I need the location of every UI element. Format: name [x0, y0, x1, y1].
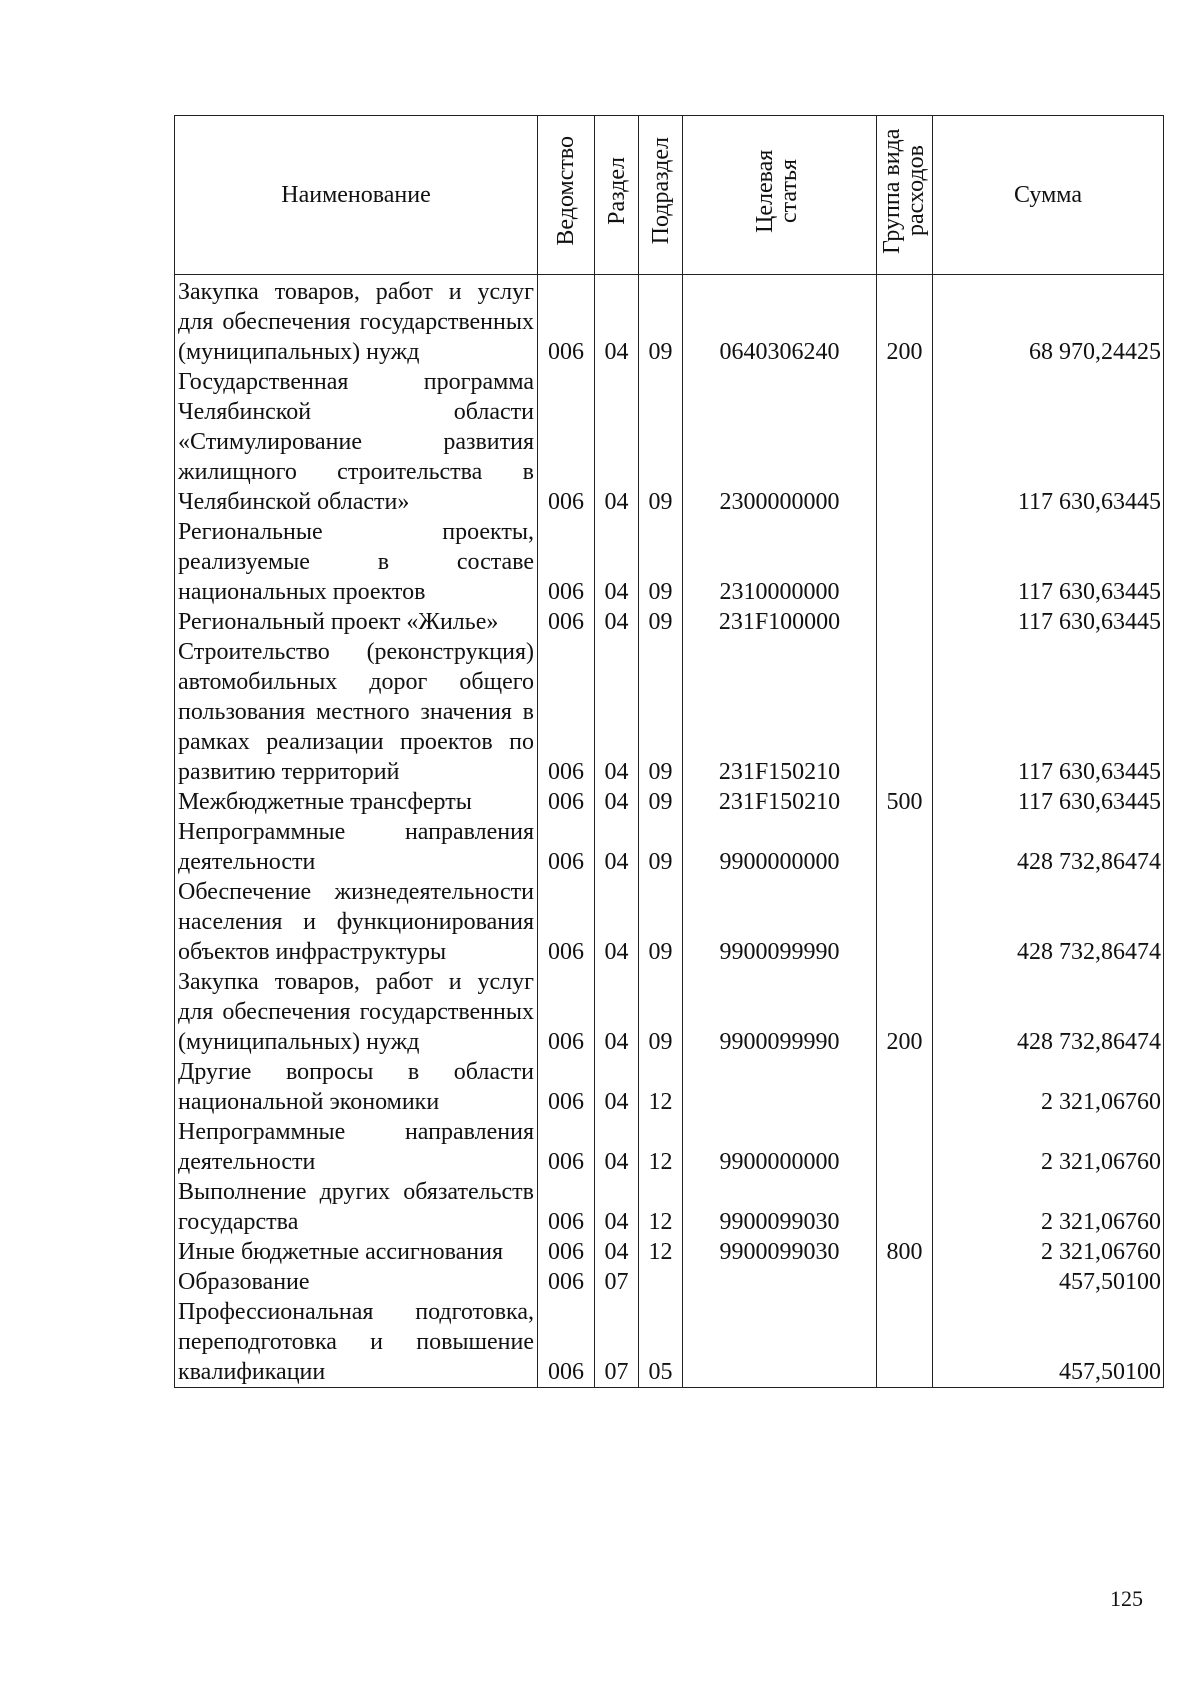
cell-ved: 006	[538, 367, 595, 517]
cell-sum: 2 321,06760	[933, 1117, 1164, 1177]
cell-raz: 04	[595, 607, 639, 637]
cell-vr: 500	[877, 787, 933, 817]
cell-raz: 04	[595, 1057, 639, 1117]
cell-pod: 12	[639, 1237, 683, 1267]
cell-cs: 2310000000	[683, 517, 877, 607]
cell-pod: 09	[639, 367, 683, 517]
cell-name: Строительство (реконструкция) автомобильных дорог общего пользования местного значения в рамках реализации проектов по развитию территорий	[175, 637, 538, 787]
cell-pod: 12	[639, 1117, 683, 1177]
cell-sum: 117 630,63445	[933, 367, 1164, 517]
cell-sum: 457,50100	[933, 1297, 1164, 1388]
cell-ved: 006	[538, 1117, 595, 1177]
table-row	[175, 967, 1164, 1057]
cell-pod: 05	[639, 1297, 683, 1388]
cell-sum: 428 732,86474	[933, 967, 1164, 1057]
cell-pod: 09	[639, 607, 683, 637]
cell-raz: 04	[595, 637, 639, 787]
cell-vr	[877, 367, 933, 517]
cell-pod: 09	[639, 787, 683, 817]
cell-ved: 006	[538, 607, 595, 637]
cell-ved: 006	[538, 1057, 595, 1117]
cell-sum: 117 630,63445	[933, 637, 1164, 787]
cell-sum: 457,50100	[933, 1267, 1164, 1297]
table-row	[175, 1237, 1164, 1267]
cell-raz: 04	[595, 1237, 639, 1267]
cell-cs: 9900000000	[683, 1117, 877, 1177]
cell-name: Выполнение других обязательств государства	[175, 1177, 538, 1237]
cell-raz: 04	[595, 787, 639, 817]
cell-raz: 07	[595, 1267, 639, 1297]
header-podrazdel: Подраздел	[639, 116, 683, 275]
cell-ved: 006	[538, 877, 595, 967]
cell-cs: 9900000000	[683, 817, 877, 877]
table-row	[175, 1177, 1164, 1237]
budget-table	[174, 115, 1164, 1388]
cell-pod: 09	[639, 517, 683, 607]
header-tselevaya: Целевая статья	[683, 116, 877, 275]
cell-vr: 800	[877, 1237, 933, 1267]
cell-name: Образование	[175, 1267, 538, 1297]
header-summa: Сумма	[933, 116, 1164, 275]
cell-raz: 04	[595, 1177, 639, 1237]
table-row	[175, 1267, 1164, 1297]
header-vedomstvo: Ведомство	[538, 116, 595, 275]
table-row	[175, 1057, 1164, 1117]
cell-raz: 04	[595, 275, 639, 368]
cell-name: Иные бюджетные ассигнования	[175, 1237, 538, 1267]
cell-vr	[877, 607, 933, 637]
table-row	[175, 817, 1164, 877]
cell-pod: 12	[639, 1057, 683, 1117]
cell-cs: 9900099990	[683, 967, 877, 1057]
cell-cs: 2300000000	[683, 367, 877, 517]
table-row	[175, 517, 1164, 607]
cell-name: Региональный проект «Жилье»	[175, 607, 538, 637]
cell-cs: 9900099030	[683, 1237, 877, 1267]
cell-ved: 006	[538, 787, 595, 817]
cell-vr	[877, 1297, 933, 1388]
cell-name: Региональные проекты, реализуемые в составе национальных проектов	[175, 517, 538, 607]
cell-cs: 0640306240	[683, 275, 877, 368]
cell-name: Непрограммные направления деятельности	[175, 1117, 538, 1177]
cell-pod: 09	[639, 967, 683, 1057]
cell-pod	[639, 1267, 683, 1297]
cell-ved: 006	[538, 817, 595, 877]
table-row	[175, 1117, 1164, 1177]
cell-ved: 006	[538, 517, 595, 607]
cell-pod: 12	[639, 1177, 683, 1237]
cell-ved: 006	[538, 1297, 595, 1388]
cell-raz: 04	[595, 1117, 639, 1177]
cell-raz: 07	[595, 1297, 639, 1388]
cell-sum: 428 732,86474	[933, 817, 1164, 877]
cell-pod: 09	[639, 877, 683, 967]
page-number: 125	[1110, 1586, 1143, 1611]
cell-cs: 231F150210	[683, 787, 877, 817]
cell-name: Обеспечение жизнедеятельности населения и функционирования объектов инфраструктуры	[175, 877, 538, 967]
cell-vr: 200	[877, 275, 933, 368]
cell-sum: 68 970,24425	[933, 275, 1164, 368]
cell-sum: 2 321,06760	[933, 1057, 1164, 1117]
cell-raz: 04	[595, 367, 639, 517]
cell-ved: 006	[538, 1177, 595, 1237]
cell-raz: 04	[595, 967, 639, 1057]
cell-pod: 09	[639, 817, 683, 877]
cell-cs: 9900099990	[683, 877, 877, 967]
cell-cs	[683, 1297, 877, 1388]
cell-vr	[877, 817, 933, 877]
cell-name: Государственная программа Челябинской области «Стимулирование развития жилищного строительства в Челябинской области»	[175, 367, 538, 517]
table-row	[175, 877, 1164, 967]
header-gruppa: Группа вида расходов	[877, 116, 933, 275]
cell-name: Непрограммные направления деятельности	[175, 817, 538, 877]
cell-cs	[683, 1057, 877, 1117]
cell-name: Межбюджетные трансферты	[175, 787, 538, 817]
table-row	[175, 607, 1164, 637]
cell-name: Закупка товаров, работ и услуг для обеспечения государственных (муниципальных) нужд	[175, 967, 538, 1057]
cell-sum: 2 321,06760	[933, 1177, 1164, 1237]
cell-vr	[877, 877, 933, 967]
cell-sum: 117 630,63445	[933, 787, 1164, 817]
cell-raz: 04	[595, 877, 639, 967]
cell-ved: 006	[538, 967, 595, 1057]
cell-name: Другие вопросы в области национальной экономики	[175, 1057, 538, 1117]
cell-cs	[683, 1267, 877, 1297]
cell-pod: 09	[639, 275, 683, 368]
header-name: Наименование	[175, 116, 538, 275]
cell-sum: 2 321,06760	[933, 1237, 1164, 1267]
header-razdel: Раздел	[595, 116, 639, 275]
cell-vr	[877, 517, 933, 607]
header-row	[175, 116, 1164, 275]
table-row	[175, 367, 1164, 517]
cell-name: Профессиональная подготовка, переподготовка и повышение квалификации	[175, 1297, 538, 1388]
cell-cs: 231F100000	[683, 607, 877, 637]
cell-cs: 231F150210	[683, 637, 877, 787]
cell-raz: 04	[595, 817, 639, 877]
cell-ved: 006	[538, 1237, 595, 1267]
cell-sum: 117 630,63445	[933, 607, 1164, 637]
cell-vr: 200	[877, 967, 933, 1057]
cell-ved: 006	[538, 637, 595, 787]
cell-sum: 117 630,63445	[933, 517, 1164, 607]
cell-vr	[877, 1057, 933, 1117]
table-row	[175, 787, 1164, 817]
cell-vr	[877, 1177, 933, 1237]
cell-ved: 006	[538, 1267, 595, 1297]
cell-pod: 09	[639, 637, 683, 787]
cell-vr	[877, 637, 933, 787]
cell-name: Закупка товаров, работ и услуг для обеспечения государственных (муниципальных) нужд	[175, 275, 538, 368]
cell-cs: 9900099030	[683, 1177, 877, 1237]
table-row	[175, 1297, 1164, 1388]
table-row	[175, 637, 1164, 787]
cell-vr	[877, 1117, 933, 1177]
cell-vr	[877, 1267, 933, 1297]
table-row	[175, 275, 1164, 368]
cell-raz: 04	[595, 517, 639, 607]
cell-sum: 428 732,86474	[933, 877, 1164, 967]
cell-ved: 006	[538, 275, 595, 368]
